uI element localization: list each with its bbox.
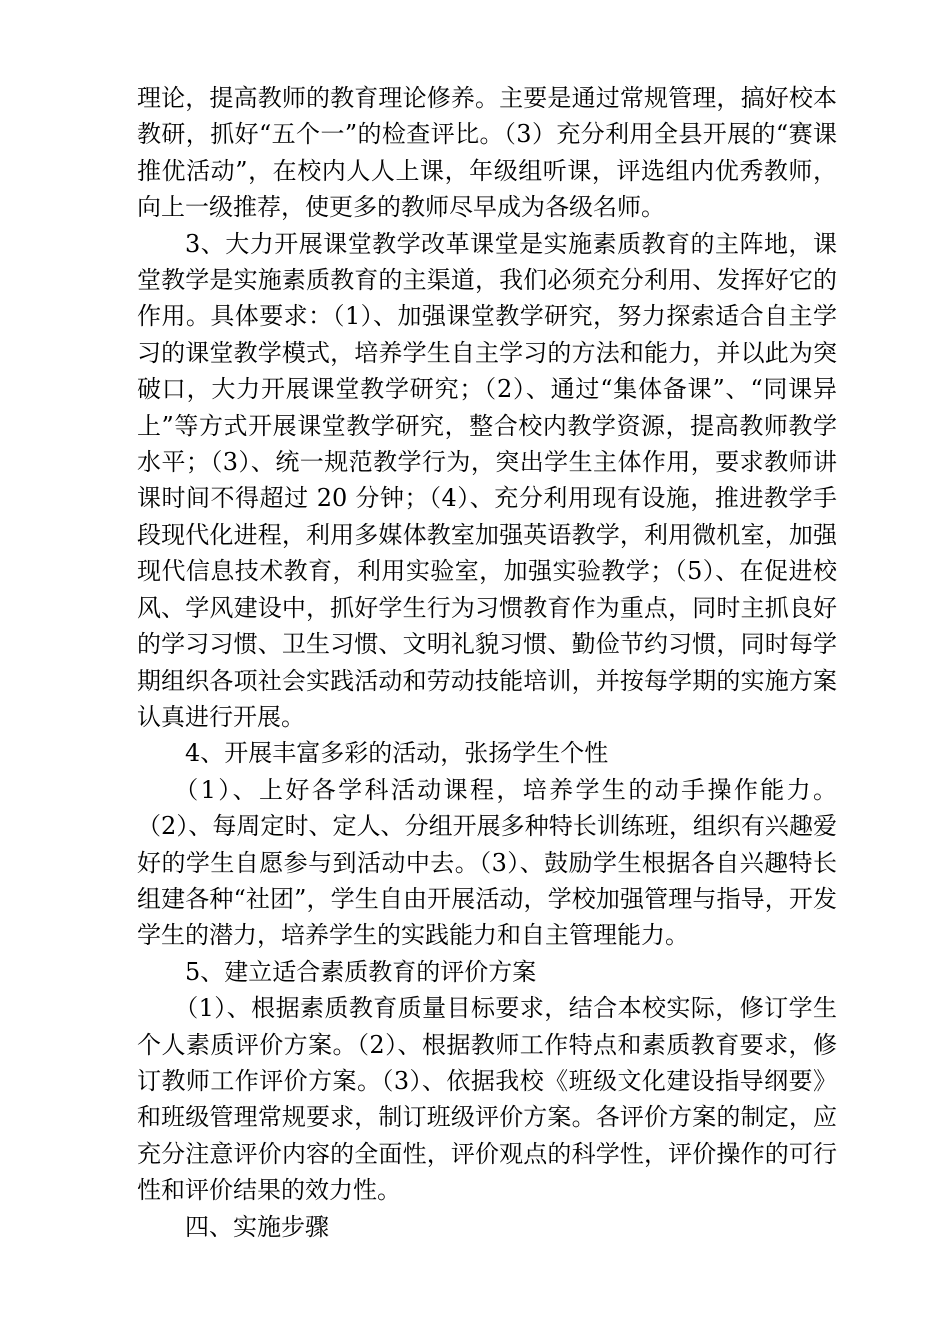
document-body xyxy=(137,80,837,1245)
paragraph-activities: （1）、上好各学科活动课程，培养学生的动手操作能力。（2）、每周定时、定人、分组开展多种特长训练班，组织有兴趣爱好的学生自愿参与到活动中去。（3）、鼓励学生根据各自兴趣特长组建各种“社团”，学生自由开展活动，学校加强管理与指导，开发学生的潜力，培养学生的实践能力和自主管理能力。 xyxy=(137,775,837,950)
paragraph-classroom-reform: 3、大力开展课堂教学改革课堂是实施素质教育的主阵地，课堂教学是实施素质教育的主渠道，我们必须充分利用、发挥好它的作用。具体要求：（1）、加强课堂教学研究，努力探索适合自主学习的课堂教学模式，培养学生自主学习的方法和能力，并以此为突破口，大力开展课堂教学研究；（2）、通过“集体备课”、“同课异上”等方式开展课堂教学研究，整合校内教学资源，提高教师教学水平；（3）、统一规范教学行为，突出学生主体作用，要求教师讲课时间不得超过 20 分钟；（4）、充分利用现有设施，推进教学手段现代化进程，利用多媒体教室加强英语教学，利用微机室，加强现代信息技术教育，利用实验室，加强实验教学；（5）、在促进校风、学风建设中，抓好学生行为习惯教育作为重点，同时主抓良好的学习习惯、卫生习惯、文明礼貌习惯、勤俭节约习惯，同时每学期组织各项社会实践活动和劳动技能培训，并按每学期的实施方案认真进行开展。 xyxy=(137,229,837,731)
paragraph-continuation: 理论，提高教师的教育理论修养。主要是通过常规管理，搞好校本教研，抓好“五个一”的检查评比。（3）充分利用全县开展的“赛课推优活动”，在校内人人上课，年级组听课，评选组内优秀教师，向上一级推荐，使更多的教师尽早成为各级名师。 xyxy=(137,84,837,222)
heading-activities: 4、开展丰富多彩的活动，张扬学生个性 xyxy=(185,739,609,768)
heading-implementation-steps: 四、实施步骤 xyxy=(185,1212,329,1241)
heading-evaluation: 5、建立适合素质教育的评价方案 xyxy=(185,957,537,986)
paragraph-evaluation: （1）、根据素质教育质量目标要求，结合本校实际，修订学生个人素质评价方案。（2）、根据教师工作特点和素质教育要求，修订教师工作评价方案。（3）、依据我校《班级文化建设指导纲要》和班级管理常规要求，制订班级评价方案。各评价方案的制定，应充分注意评价内容的全面性，评价观点的科学性，评价操作的可行性和评价结果的效力性。 xyxy=(137,994,837,1205)
